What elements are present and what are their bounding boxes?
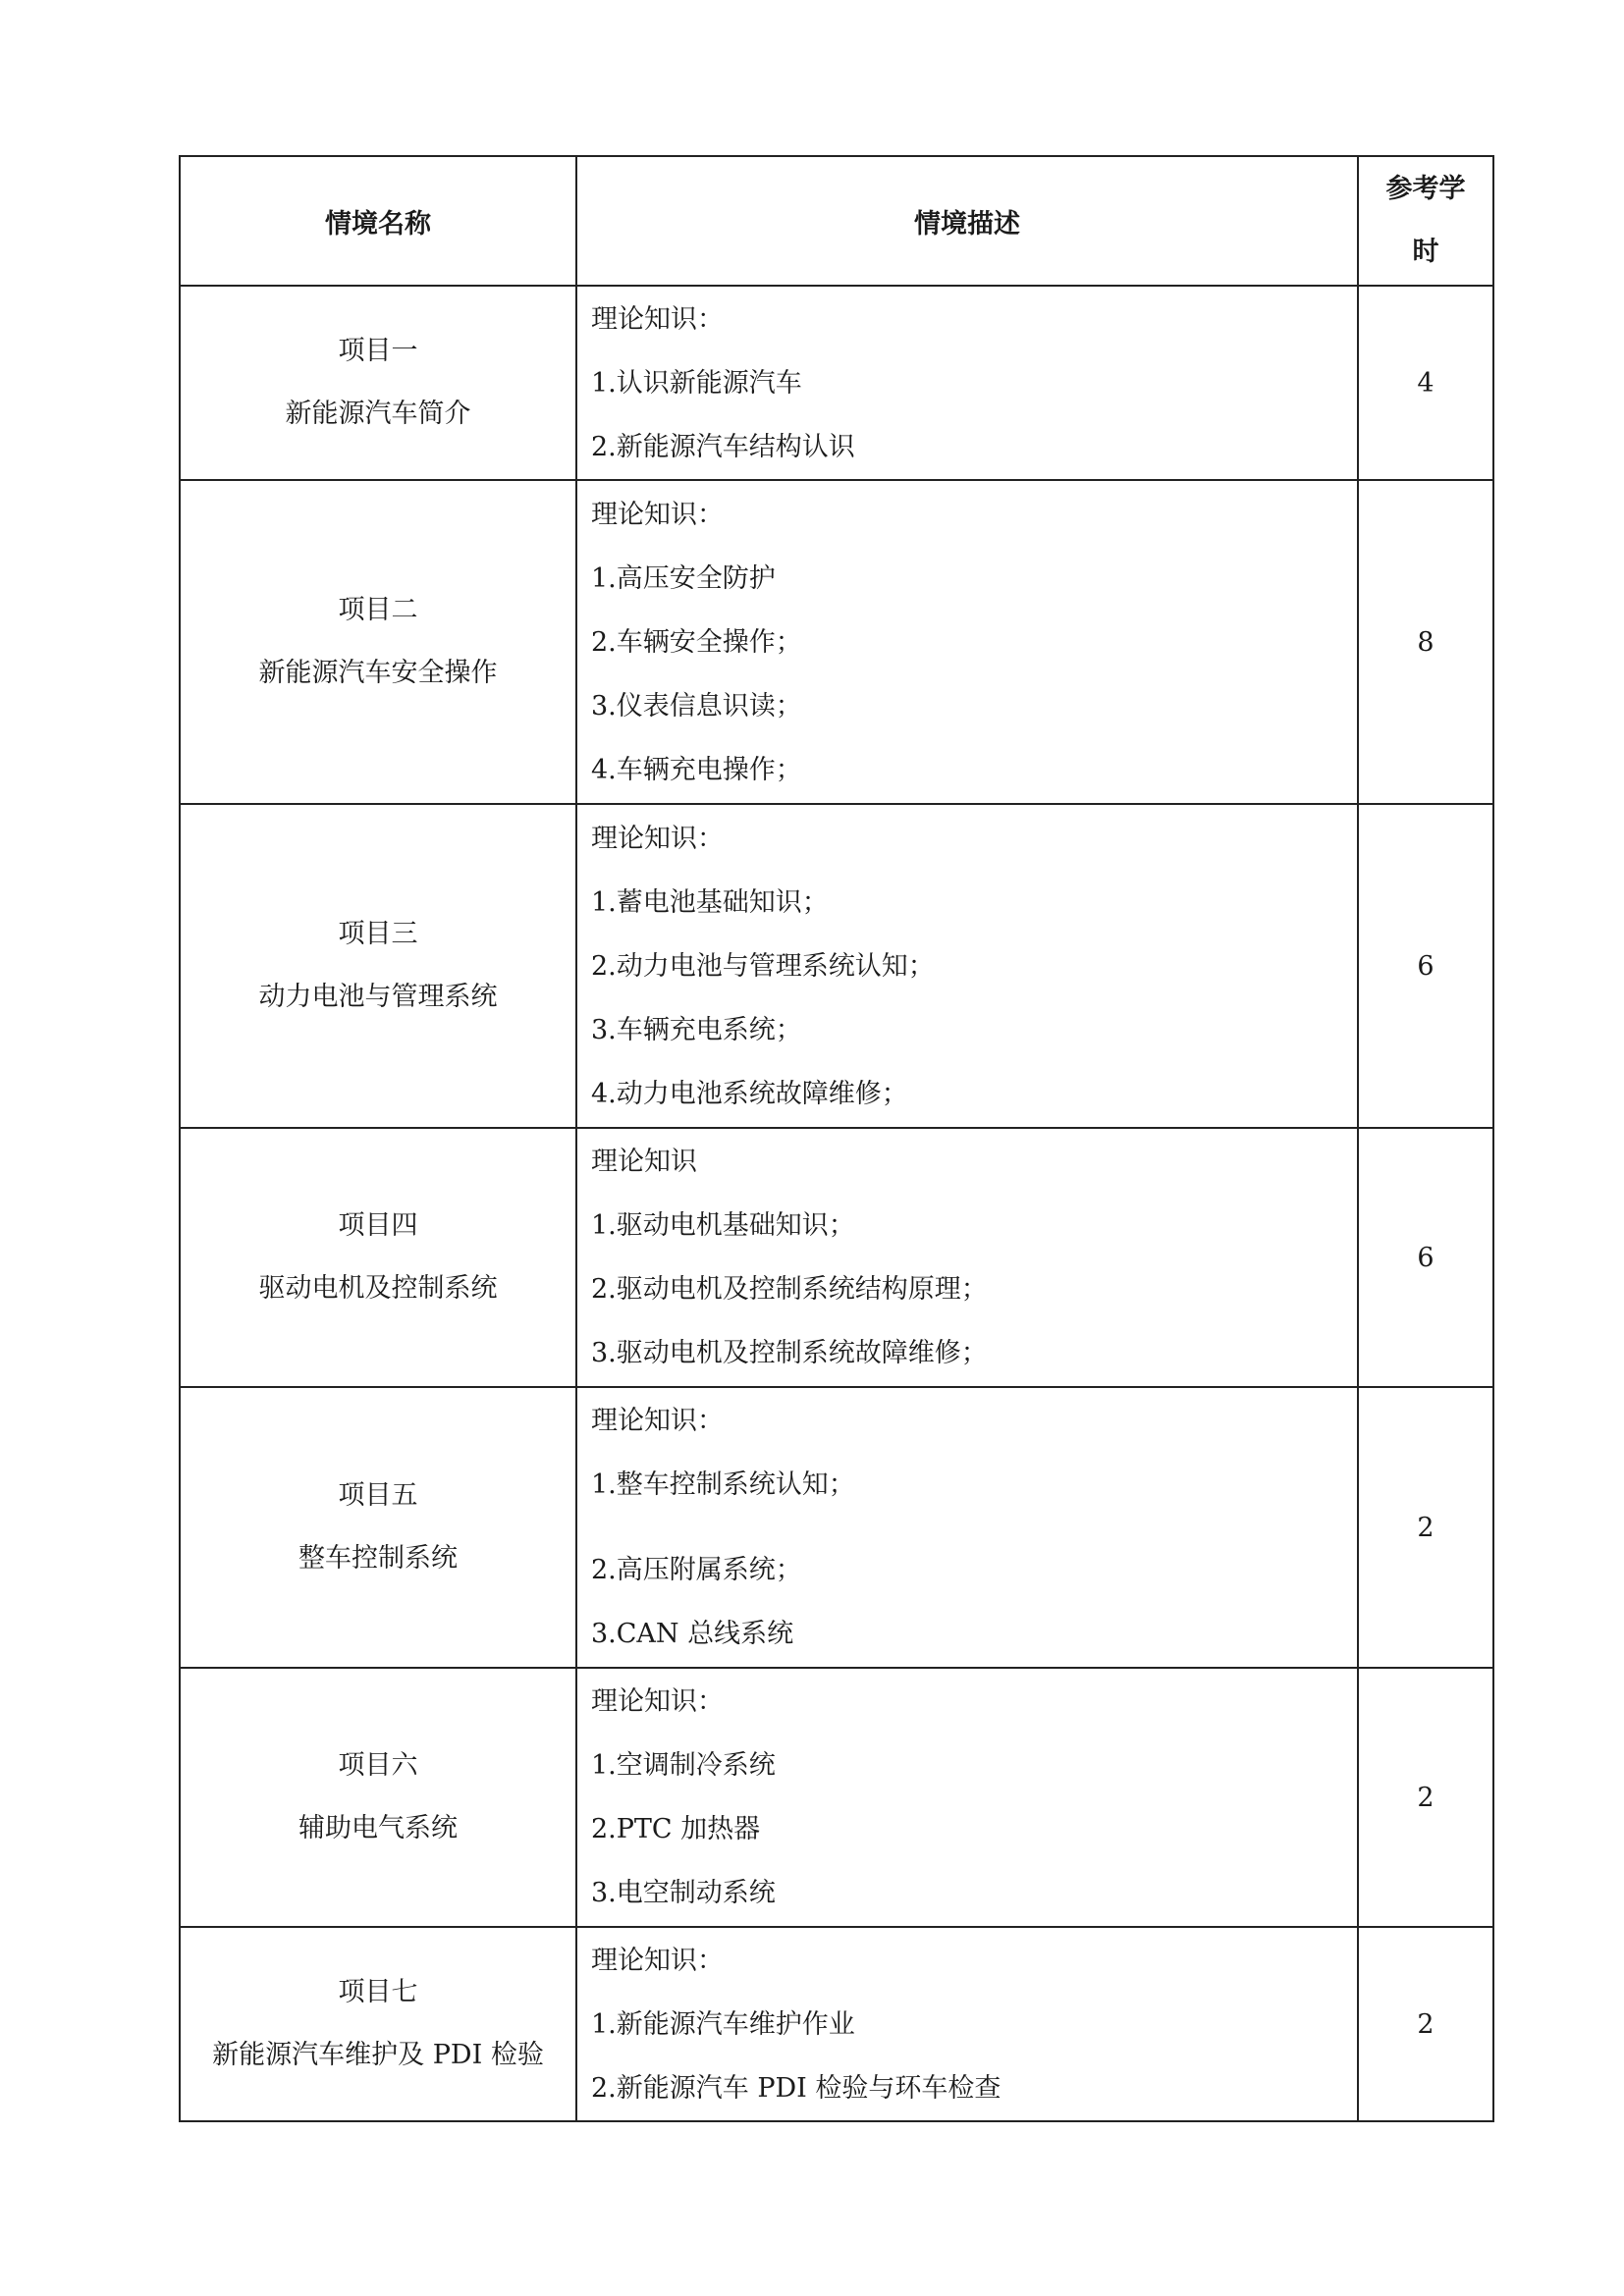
project-number: 项目六 xyxy=(338,1750,418,1781)
project-number: 项目二 xyxy=(338,595,418,625)
project-title: 整车控制系统 xyxy=(298,1543,458,1574)
scenario-name-cell xyxy=(180,804,576,1128)
description-line: 1.整车控制系统认知； xyxy=(591,1469,855,1500)
project-title: 动力电池与管理系统 xyxy=(258,982,498,1012)
project-title: 辅助电气系统 xyxy=(298,1813,458,1843)
scenario-description-cell xyxy=(576,1668,1358,1927)
header-row xyxy=(180,156,1493,286)
reference-hours: 4 xyxy=(1358,286,1493,480)
table-row xyxy=(180,480,1493,804)
table-row xyxy=(180,1668,1493,1927)
description-line: 2.驱动电机及控制系统结构原理； xyxy=(591,1274,988,1305)
description-line: 4.动力电池系统故障维修； xyxy=(591,1078,908,1109)
reference-hours: 6 xyxy=(1358,1128,1493,1387)
description-line: 理论知识： xyxy=(591,303,724,335)
header-hours-line1: 参考学 xyxy=(1385,174,1466,204)
header-hours xyxy=(1358,156,1493,286)
scenario-name-cell xyxy=(180,1387,576,1668)
description-line: 3.电空制动系统 xyxy=(591,1878,776,1908)
description-line: 2.新能源汽车 PDI 检验与环车检查 xyxy=(591,2072,1001,2104)
header-description: 情境描述 xyxy=(576,156,1358,286)
description-line: 理论知识： xyxy=(591,499,724,530)
scenario-name-cell xyxy=(180,1927,576,2121)
description-line: 4.车辆充电操作； xyxy=(591,754,802,785)
description-line: 3.车辆充电系统； xyxy=(591,1014,802,1045)
reference-hours: 6 xyxy=(1358,804,1493,1128)
project-number: 项目七 xyxy=(338,1977,418,2007)
description-line: 1.空调制冷系统 xyxy=(591,1750,776,1781)
description-line: 理论知识： xyxy=(591,823,724,854)
description-line: 1.认识新能源汽车 xyxy=(591,367,802,399)
project-title: 驱动电机及控制系统 xyxy=(258,1273,498,1304)
project-title: 新能源汽车安全操作 xyxy=(258,658,498,688)
description-line: 2.动力电池与管理系统认知； xyxy=(591,950,935,982)
project-number: 项目四 xyxy=(338,1210,418,1241)
reference-hours: 2 xyxy=(1358,1927,1493,2121)
description-line: 3.CAN 总线系统 xyxy=(591,1619,794,1649)
scenario-description-cell xyxy=(576,286,1358,480)
description-line: 理论知识： xyxy=(591,1406,724,1436)
description-line: 2.高压附属系统； xyxy=(591,1555,802,1585)
scenario-name-cell xyxy=(180,1128,576,1387)
description-line: 2.车辆安全操作； xyxy=(591,626,802,658)
reference-hours: 2 xyxy=(1358,1387,1493,1668)
header-hours-line2: 时 xyxy=(1412,237,1439,267)
project-number: 项目一 xyxy=(338,336,418,366)
scenario-description-cell xyxy=(576,804,1358,1128)
project-number: 项目三 xyxy=(338,919,418,949)
table-row xyxy=(180,1387,1493,1668)
syllabus-table xyxy=(179,155,1494,2122)
scenario-description-cell xyxy=(576,1387,1358,1668)
description-line: 1.新能源汽车维护作业 xyxy=(591,2008,855,2040)
scenario-description-cell xyxy=(576,480,1358,804)
description-line: 1.蓄电池基础知识； xyxy=(591,886,829,918)
scenario-description-cell xyxy=(576,1927,1358,2121)
table-row xyxy=(180,286,1493,480)
scenario-description-cell xyxy=(576,1128,1358,1387)
description-line: 2.PTC 加热器 xyxy=(591,1814,761,1844)
description-line: 3.仪表信息识读； xyxy=(591,690,802,721)
description-line: 1.高压安全防护 xyxy=(591,562,776,594)
table-row xyxy=(180,1128,1493,1387)
table-row xyxy=(180,804,1493,1128)
project-number: 项目五 xyxy=(338,1480,418,1511)
description-line: 2.新能源汽车结构认识 xyxy=(591,431,855,462)
description-line: 理论知识 xyxy=(591,1147,697,1177)
header-name: 情境名称 xyxy=(180,156,576,286)
scenario-name-cell xyxy=(180,286,576,480)
description-line: 3.驱动电机及控制系统故障维修； xyxy=(591,1338,988,1368)
reference-hours: 2 xyxy=(1358,1668,1493,1927)
project-title: 新能源汽车简介 xyxy=(285,399,471,429)
reference-hours: 8 xyxy=(1358,480,1493,804)
table-row xyxy=(180,1927,1493,2121)
project-title: 新能源汽车维护及 PDI 检验 xyxy=(212,2040,544,2070)
description-line: 理论知识： xyxy=(591,1945,724,1976)
scenario-name-cell xyxy=(180,1668,576,1927)
description-line: 1.驱动电机基础知识； xyxy=(591,1210,855,1241)
description-line: 理论知识： xyxy=(591,1686,724,1717)
scenario-name-cell xyxy=(180,480,576,804)
